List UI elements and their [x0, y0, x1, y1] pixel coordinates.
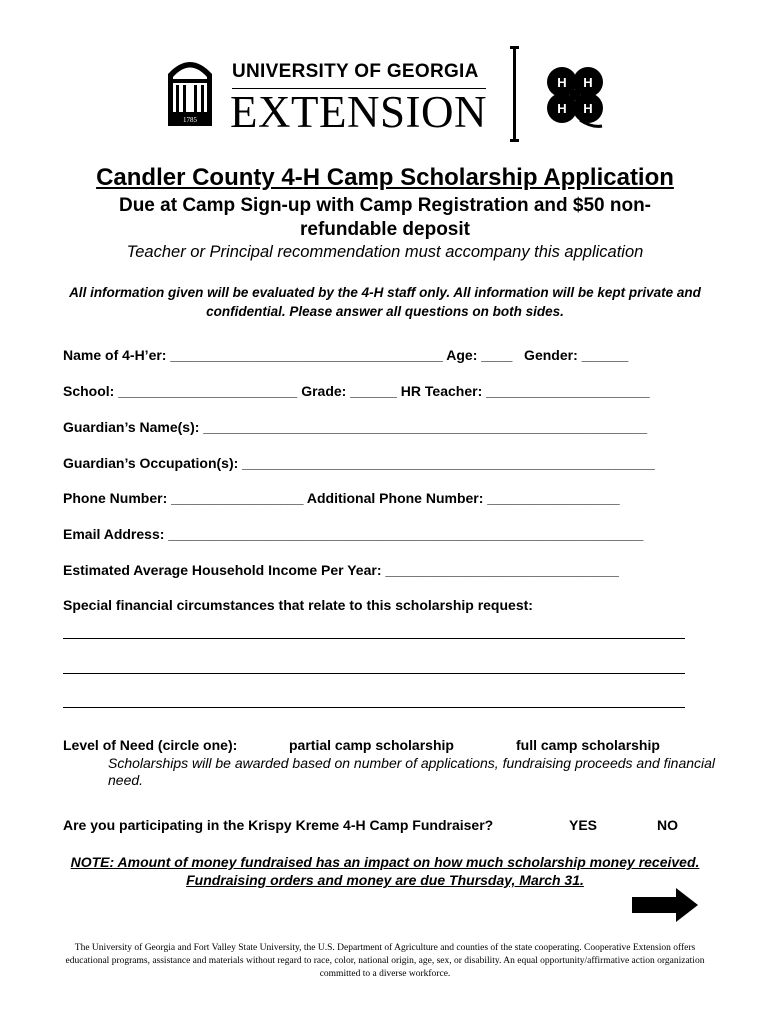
special-circumstances-line[interactable] [63, 638, 685, 639]
level-of-need-label: Level of Need (circle one): [63, 737, 238, 753]
special-circumstances-line[interactable] [63, 673, 685, 674]
clover-letter: H [583, 75, 593, 90]
school-grade-teacher-field[interactable]: School: _______________________ Grade: ______ HR Teacher: _____________________ [63, 383, 650, 399]
krispy-no-option[interactable]: NO [657, 817, 678, 833]
guardian-occupation-field[interactable]: Guardian’s Occupation(s): _____________________________________________________ [63, 455, 655, 471]
income-field[interactable]: Estimated Average Household Income Per Year: ______________________________ [63, 562, 619, 578]
krispy-kreme-question: Are you participating in the Krispy Kreme 4-H Camp Fundraiser? [63, 817, 494, 833]
four-h-clover-icon [540, 64, 610, 130]
guardian-names-field[interactable]: Guardian’s Name(s): _________________________________________________________ [63, 419, 648, 435]
clover-letter: H [557, 101, 567, 116]
org-name-line2: EXTENSION [230, 87, 487, 137]
header-divider [513, 48, 516, 142]
form-subtitle: Due at Camp Sign-up with Camp Registration and $50 non-refundable deposit [118, 195, 652, 240]
fundraising-note: NOTE: Amount of money fundraised has an impact on how much scholarship money received. Fundraising orders and money are due Thursday, March 31. [70, 854, 700, 888]
uga-arch-logo-icon [166, 52, 214, 128]
form-title: Candler County 4-H Camp Scholarship Application [96, 164, 674, 191]
special-circumstances-line[interactable] [63, 707, 685, 708]
scholarship-award-note: Scholarships will be awarded based on number of applications, fundraising proceeds and financial need. [108, 755, 716, 788]
header-divider-cap-bottom [510, 139, 519, 142]
privacy-notice: All information given will be evaluated by the 4-H staff only. All information will be kept private and confidential. Please answer all questions on both sides. [69, 285, 701, 319]
phone-field[interactable]: Phone Number: _________________ Additional Phone Number: _________________ [63, 490, 620, 506]
full-scholarship-option[interactable]: full camp scholarship [516, 737, 660, 753]
clover-letter: H [583, 101, 593, 116]
clover-letter: H [557, 75, 567, 90]
seal-year: 1785 [183, 116, 197, 124]
name-age-gender-field[interactable]: Name of 4-H’er: ___________________________________ Age: ____ Gender: ______ [63, 347, 629, 363]
email-field[interactable]: Email Address: _____________________________________________________________ [63, 526, 644, 542]
footer-disclaimer: The University of Georgia and Fort Valley State University, the U.S. Department of Agriculture and counties of the state cooperating. Cooperative Extension offers educational programs, assistance and materials without regard to race, color, national origin, age, sex, or disability. An equal opportunity/affirmative action organization committed to a diverse workforce. [65, 943, 705, 979]
krispy-yes-option[interactable]: YES [569, 817, 598, 833]
special-circumstances-label: Special financial circumstances that relate to this scholarship request: [63, 597, 533, 613]
partial-scholarship-option[interactable]: partial camp scholarship [289, 737, 454, 753]
org-name-line1: UNIVERSITY OF GEORGIA [232, 61, 479, 82]
recommendation-note: Teacher or Principal recommendation must accompany this application [126, 243, 644, 261]
right-arrow-icon [632, 888, 698, 922]
header-divider-cap-top [510, 46, 519, 49]
